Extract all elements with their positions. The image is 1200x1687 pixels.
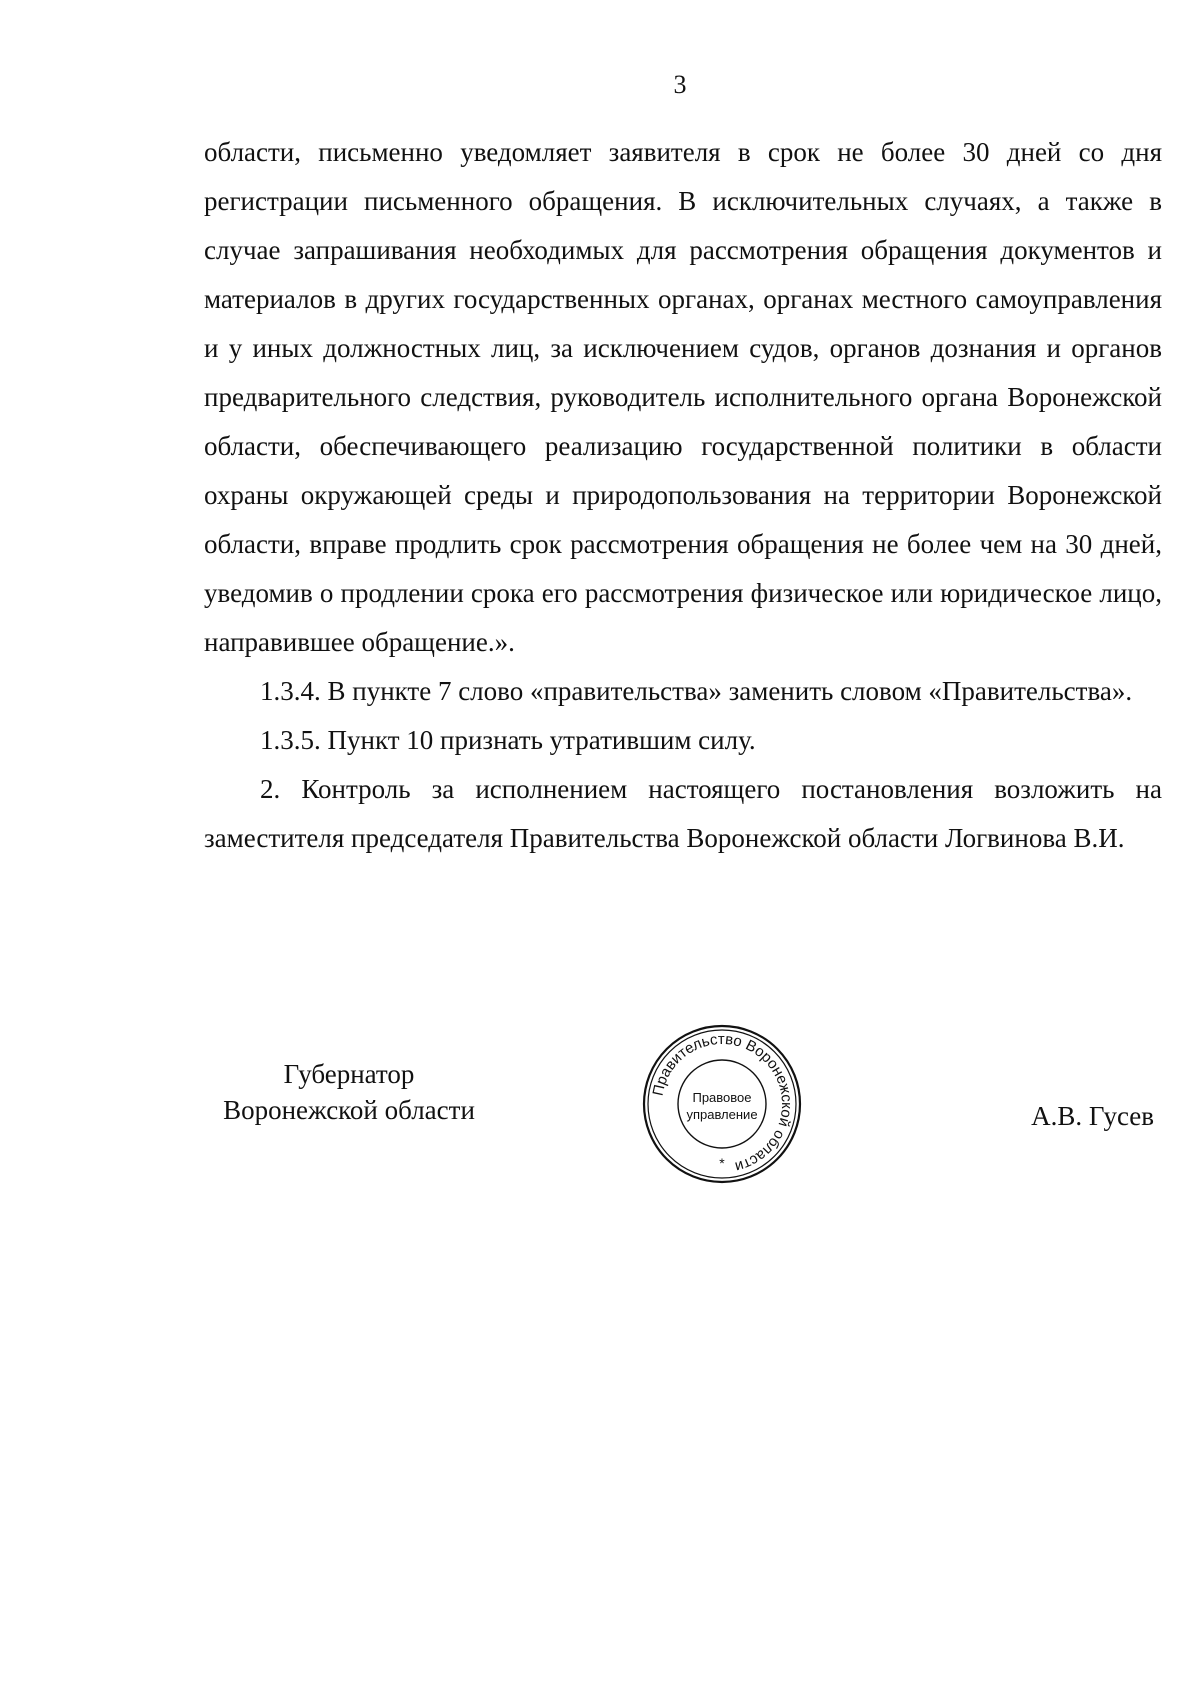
signatory-title-line1: Губернатор	[283, 1059, 415, 1089]
page-number: 3	[673, 70, 687, 99]
stamp-seal-icon	[640, 1022, 804, 1186]
stamp-star: *	[719, 1155, 725, 1171]
paragraph-continuation: области, письменно уведомляет заявителя в срок не более 30 дней со дня регистрации письменного обращения. В исключительных случаях, а также в случае запрашивания необходимых для рассмотрения обращения документов и материалов в других государственных органах, органах местного самоуправления и у иных должностных лиц, за исключением судов, органов дознания и органов предварительного следствия, руководитель исполнительного органа Воронежской области, обеспечивающего реализацию государственной политики в области охраны окружающей среды и природопользования на территории Воронежской области, вправе продлить срок рассмотрения обращения не более чем на 30 дней, уведомив о продлении срока его рассмотрения физическое или юридическое лицо, направившее обращение.».	[204, 137, 1162, 657]
signatory-name: А.В. Гусев	[1031, 1101, 1154, 1131]
signatory-title-line2: Воронежской области	[223, 1095, 475, 1125]
paragraph-item-1-3-5: 1.3.5. Пункт 10 признать утратившим силу.	[260, 725, 756, 755]
stamp-inner-line2: управление	[686, 1107, 758, 1122]
signatory-title	[204, 1056, 494, 1128]
document-body	[204, 128, 1162, 863]
stamp-outer-text: Правительство Воронежской области	[649, 1030, 796, 1176]
paragraph-item-1-3-4: 1.3.4. В пункте 7 слово «правительства» заменить словом «Правительства».	[260, 676, 1133, 706]
paragraph-item-2: 2. Контроль за исполнением настоящего постановления возложить на заместителя председателя Правительства Воронежской области Логвинова В.И.	[204, 774, 1162, 853]
official-stamp	[640, 1022, 804, 1186]
stamp-inner-line1: Правовое	[692, 1090, 752, 1105]
